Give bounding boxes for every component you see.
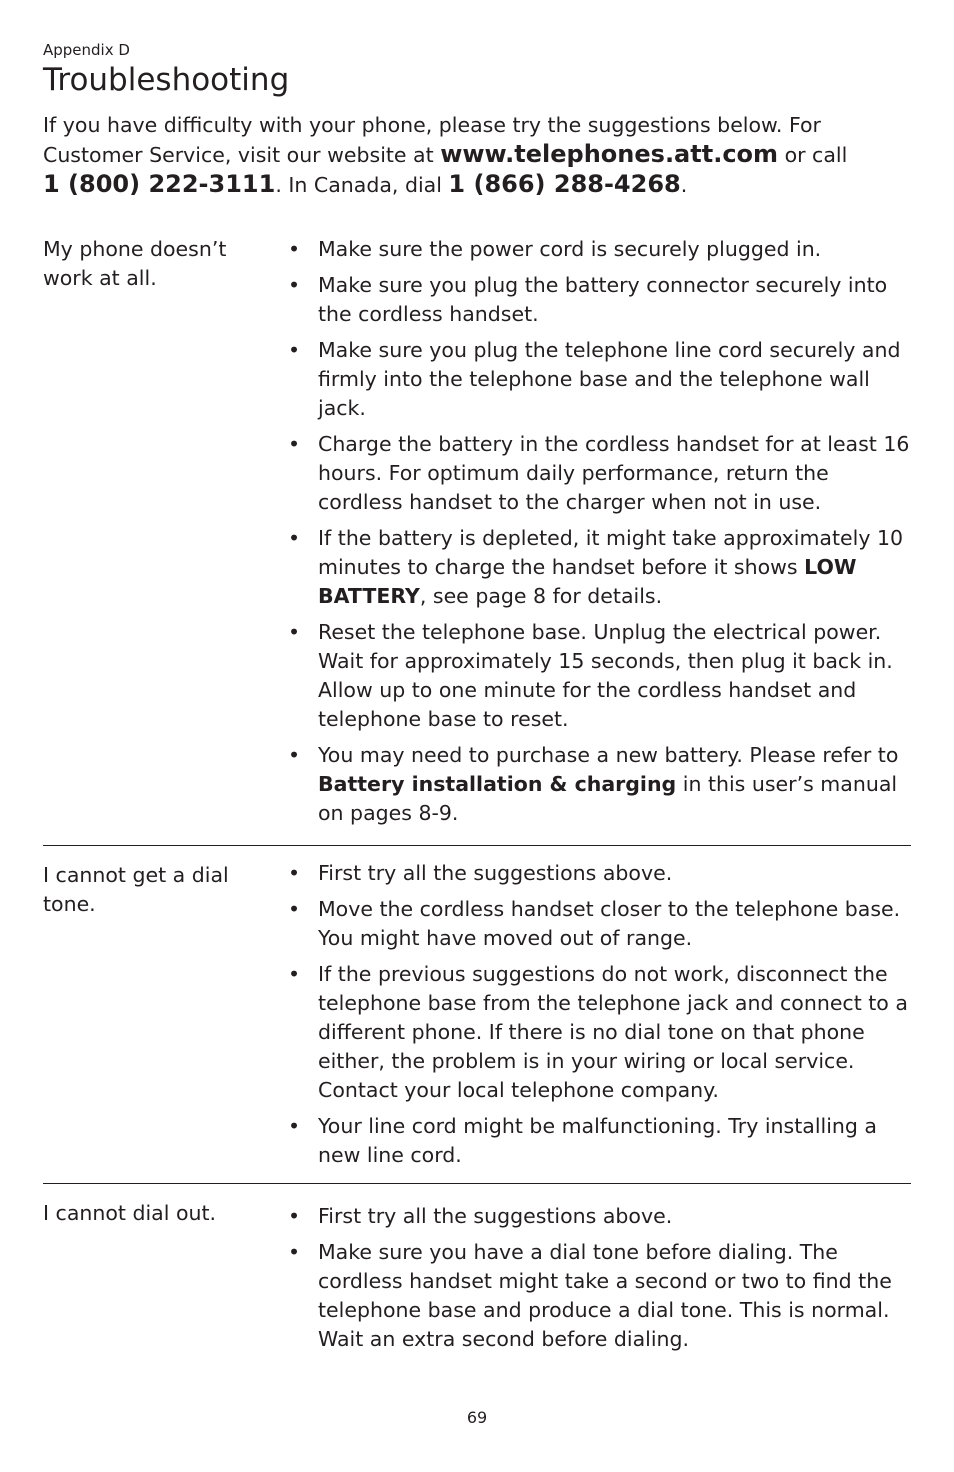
suggestion-text: Make sure you have a dial tone before dialing. The cordless handset might take a second or two to find the telephone base and produce a dial tone. This is normal. Wait an extra second before dialing. [318, 1240, 892, 1351]
suggestion-list [288, 235, 913, 835]
suggestion-item [288, 741, 913, 828]
intro-paragraph [43, 111, 913, 200]
suggestion-text: Make sure the power cord is securely plugged in. [318, 237, 822, 261]
intro-text: If you have difficulty with your phone, please try the suggestions below. For Customer Service, visit our website at [43, 113, 821, 167]
suggestion-text: Your line cord might be malfunctioning. Try installing a new line cord. [318, 1114, 877, 1167]
suggestion-text: Reset the telephone base. Unplug the electrical power. Wait for approximately 15 seconds, then plug it back in. Allow up to one minute for the cordless handset and telephone base to reset. [318, 620, 893, 731]
suggestion-text: First try all the suggestions above. [318, 861, 673, 885]
phone-number-us: 1 (800) 222-3111 [43, 170, 276, 198]
suggestion-item [288, 430, 913, 517]
suggestion-item [288, 618, 913, 734]
suggestion-text: Make sure you plug the battery connector securely into the cordless handset. [318, 273, 888, 326]
page-number: 69 [466, 1408, 488, 1427]
phone-number-canada: 1 (866) 288-4268 [448, 170, 681, 198]
suggestion-text: If the battery is depleted, it might take approximately 10 minutes to charge the handset before it shows [318, 526, 904, 579]
problem-label: I cannot get a dial tone. [43, 863, 229, 916]
page-title: Troubleshooting [43, 62, 290, 98]
troubleshooting-section [43, 845, 911, 1167]
suggestion-text: , see page 8 for details. [419, 584, 663, 608]
suggestion-item [288, 859, 913, 888]
suggestion-item [288, 960, 913, 1105]
website-link[interactable]: www.telephones.att.com [440, 140, 779, 168]
suggestion-item [288, 1202, 913, 1231]
troubleshooting-section [43, 1183, 911, 1351]
suggestion-text: First try all the suggestions above. [318, 1204, 673, 1228]
problem-label: I cannot dial out. [43, 1201, 217, 1225]
suggestion-text: You may need to purchase a new battery. Please refer to [318, 743, 899, 767]
suggestion-emphasis: Battery installation & charging [318, 772, 677, 796]
suggestion-item [288, 336, 913, 423]
suggestion-text: in this user’s manual on pages 8-9. [318, 772, 898, 825]
suggestion-item [288, 271, 913, 329]
suggestion-item [288, 1238, 913, 1354]
problem-label: My phone doesn’t work at all. [43, 237, 227, 290]
suggestion-item [288, 235, 913, 264]
suggestion-emphasis: LOW BATTERY [318, 555, 857, 608]
suggestion-list [288, 1202, 913, 1361]
intro-text: or call [778, 143, 848, 167]
suggestion-list [288, 859, 913, 1177]
suggestion-text: Move the cordless handset closer to the telephone base. You might have moved out of range. [318, 897, 901, 950]
suggestion-item [288, 524, 913, 611]
intro-text: . In Canada, dial [275, 173, 449, 197]
suggestion-item [288, 1112, 913, 1170]
intro-text: . [680, 173, 688, 197]
suggestion-text: Charge the battery in the cordless handset for at least 16 hours. For optimum daily performance, return the cordless handset to the charger when not in use. [318, 432, 910, 514]
suggestion-item [288, 895, 913, 953]
suggestion-text: If the previous suggestions do not work, disconnect the telephone base from the telephone jack and connect to a different phone. If there is no dial tone on that phone either, the problem is in your wiring or local service. Contact your local telephone company. [318, 962, 908, 1102]
appendix-label: Appendix D [43, 41, 130, 59]
suggestion-text: Make sure you plug the telephone line cord securely and firmly into the telephone base and the telephone wall jack. [318, 338, 901, 420]
